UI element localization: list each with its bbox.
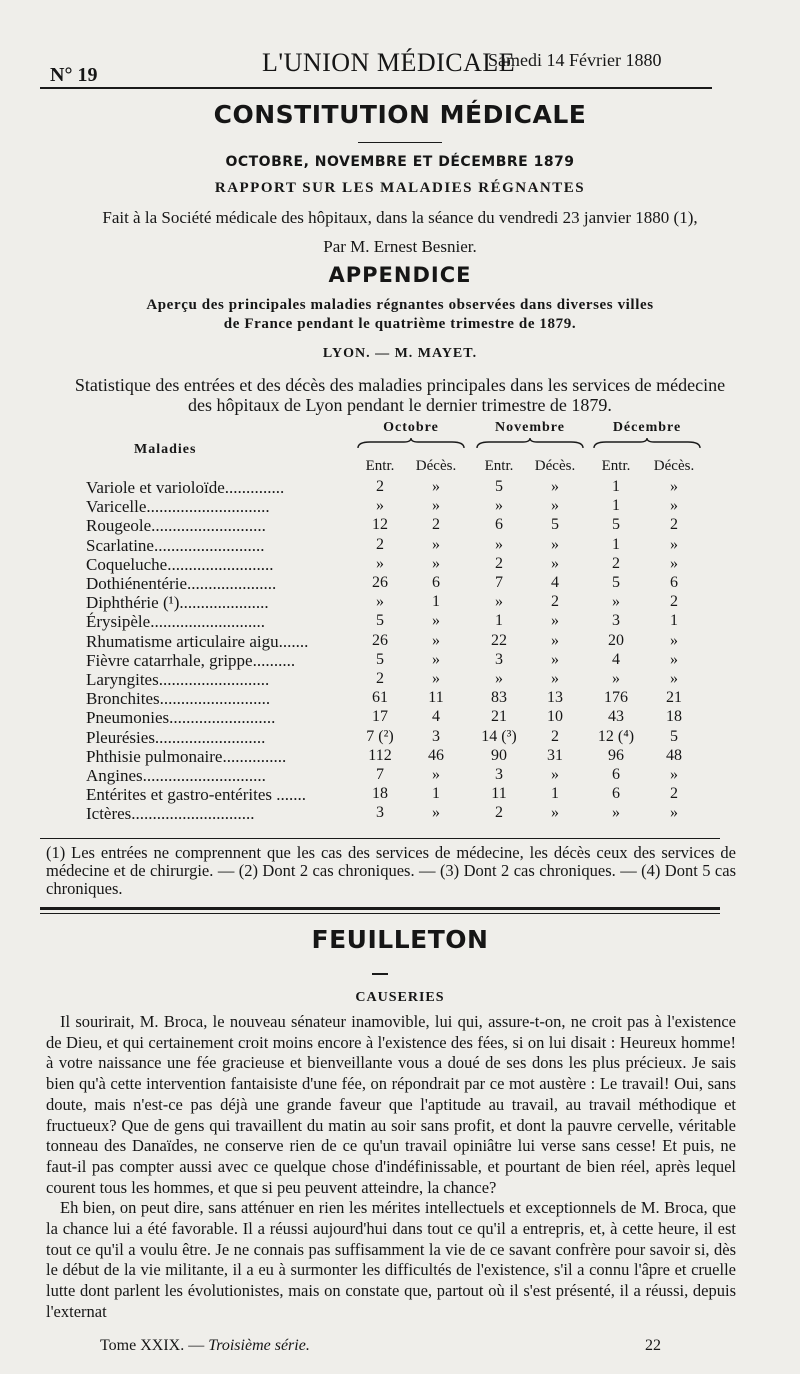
feuilleton-rule-thin	[40, 913, 720, 914]
table-cell: 17	[372, 708, 388, 726]
table-cell: 3	[432, 727, 440, 745]
disease-name: Fièvre catarrhale, grippe..........	[86, 650, 296, 670]
disease-name: Bronchites..........................	[86, 689, 271, 709]
table-cell: 6	[612, 766, 620, 783]
table-cell: 1	[551, 785, 559, 803]
table-row	[0, 708, 800, 727]
table-row	[0, 689, 800, 708]
table-cell: »	[432, 554, 440, 572]
table-cell: 2	[376, 670, 384, 687]
brace-november	[475, 438, 585, 450]
table-cell: »	[551, 766, 559, 783]
table-cell: 11	[428, 689, 444, 707]
table-cell: 21	[491, 708, 507, 726]
table-cell: »	[551, 612, 559, 630]
table-cell: »	[670, 631, 678, 649]
issue-number: N° 19	[50, 64, 98, 86]
disease-name: Varicelle.............................	[86, 497, 270, 517]
table-cell: »	[495, 535, 503, 553]
table-row	[0, 632, 800, 651]
header-rule	[40, 87, 712, 89]
feuilleton-body	[46, 1012, 736, 1323]
city-heading: LYON. — M. MAYET.	[322, 346, 478, 361]
table-cell: 3	[495, 650, 503, 668]
table-row	[0, 785, 800, 804]
table-row	[0, 593, 800, 612]
col-header: Entr.	[484, 458, 514, 474]
appendix-title: APPENDICE	[328, 263, 472, 287]
page-header	[40, 44, 760, 84]
table-cell: 2	[551, 727, 559, 745]
disease-name: Coqueluche.........................	[86, 554, 274, 574]
table-cell: 10	[547, 708, 563, 726]
table-cell: »	[670, 554, 678, 572]
col-header: Décès.	[415, 458, 457, 474]
row-header-label: Maladies	[134, 442, 197, 457]
table-cell: 176	[604, 689, 628, 707]
table-cell: »	[432, 478, 440, 495]
table-cell: 22	[491, 631, 507, 649]
table-cell: 83	[491, 689, 507, 707]
disease-name: Rougeole...........................	[86, 516, 266, 536]
disease-name: Rhumatisme articulaire aigu.......	[86, 631, 309, 651]
disease-name: Variole et varioloïde..............	[86, 478, 285, 497]
table-row	[0, 497, 800, 516]
table-cell: »	[670, 497, 678, 515]
table-cell: »	[551, 478, 559, 495]
table-cell: 7	[376, 766, 384, 783]
disease-name: Dothiénentérie.....................	[86, 574, 277, 593]
table-cell: »	[495, 670, 503, 687]
appendix-subtitle-line2: de France pendant le quatrième trimestre de 1879.	[223, 316, 577, 332]
table-cell: 18	[666, 708, 682, 726]
brace-december	[592, 438, 702, 450]
table-cell: 31	[547, 746, 563, 764]
table-cell: »	[495, 593, 503, 611]
table-cell: »	[432, 612, 440, 630]
table-cell: 2	[376, 478, 384, 495]
table-cell: 14 (³)	[481, 727, 517, 745]
table-cell: 1	[612, 497, 620, 515]
col-header: Décès.	[534, 458, 576, 474]
paragraph: Il sourirait, M. Broca, le nouveau sénateur inamovible, lui qui, assure-t-on, ne croit pas à l'existence de Dieu, et qui certainement croit moins encore à l'existence des fées, si on lui disait : Heureux homme! à votre naissance une fée gracieuse et bienveillante vous a doué de ses dons les plus précieux. Je sais bien qu'à cette intervention fantaisiste d'une fée, on répondrait par ce mot austère : Le travail! Oui, sans doute, mais n'est-ce pas déjà une grande faveur que l'aptitude au travail, au travail méthodique et fructueux? Que de gens qui travaillent du matin au soir sans profit, et dont la pauvre cervelle, véritable tonneau des Danaïdes, ne conserve rien de ce qu'un travail opiniâtre lui verse sans cesse! Et puis, ne faut-il pas compter aussi avec ce quelque chose d'indéfinissable, et pourtant de bien réel, après lequel courent tous les hommes, et que si peu peuvent atteindre, la chance?	[46, 1012, 736, 1197]
table-row	[0, 651, 800, 670]
disease-name: Angines.............................	[86, 766, 266, 785]
month-header-december: Décembre	[612, 420, 682, 435]
table-cell: »	[670, 766, 678, 783]
table-cell: »	[551, 670, 559, 687]
table-footnotes: (1) Les entrées ne comprennent que les cas des services de médecine, les décès ceux des services de médecine et de chirurgie. — (2) Dont 2 cas chroniques. — (3) Dont 2 cas chroniques. — (4) Dont 5 cas chroniques.	[46, 843, 736, 898]
page-number: 22	[645, 1337, 661, 1354]
table-row	[0, 516, 800, 535]
table-cell: »	[432, 631, 440, 649]
table-cell: 2	[432, 516, 440, 534]
table-cell: 1	[612, 478, 620, 495]
table-cell: 1	[612, 535, 620, 553]
table-cell: 5	[376, 612, 384, 630]
table-cell: 6	[670, 574, 678, 591]
table-cell: 7 (²)	[366, 727, 394, 745]
table-cell: 6	[612, 785, 620, 803]
table-cell: 90	[491, 746, 507, 764]
table-cell: »	[551, 650, 559, 668]
table-cell: 18	[372, 785, 388, 803]
table-cell: »	[495, 497, 503, 515]
table-cell: 5	[670, 727, 678, 745]
disease-name: Pleurésies..........................	[86, 727, 266, 747]
disease-name: Scarlatine..........................	[86, 535, 265, 555]
table-row	[0, 612, 800, 631]
section-title: CONSTITUTION MÉDICALE	[213, 100, 587, 129]
table-cell: 4	[551, 574, 559, 591]
table-bottom-rule	[40, 838, 720, 839]
table-cell: »	[432, 670, 440, 687]
table-cell: »	[670, 804, 678, 822]
table-cell: 13	[547, 689, 563, 707]
table-cell: 43	[608, 708, 624, 726]
table-cell: »	[670, 478, 678, 495]
table-cell: »	[376, 554, 384, 572]
table-cell: 20	[608, 631, 624, 649]
table-cell: »	[551, 631, 559, 649]
col-header: Entr.	[365, 458, 395, 474]
table-cell: 1	[495, 612, 503, 630]
footer-series: Troisième série.	[208, 1337, 310, 1354]
table-cell: 2	[495, 804, 503, 822]
table-caption-line1: Statistique des entrées et des décès des maladies principales dans les services de médecine	[74, 375, 726, 395]
table-cell: »	[551, 535, 559, 553]
table-row	[0, 804, 800, 823]
table-cell: 48	[666, 746, 682, 764]
appendix-subtitle-line1: Aperçu des principales maladies régnantes observées dans diverses villes	[146, 297, 654, 313]
table-cell: »	[612, 670, 620, 687]
table-row	[0, 670, 800, 689]
table-cell: »	[432, 766, 440, 783]
disease-name: Entérites et gastro-entérites .......	[86, 785, 306, 805]
table-cell: 2	[612, 554, 620, 572]
report-heading: RAPPORT SUR LES MALADIES RÉGNANTES	[214, 180, 586, 196]
footer-volume	[100, 1337, 310, 1355]
table-cell: 3	[612, 612, 620, 630]
table-cell: 5	[551, 516, 559, 534]
table-cell: 5	[376, 650, 384, 668]
table-cell: »	[432, 804, 440, 822]
table-cell: »	[376, 593, 384, 611]
table-cell: 3	[495, 766, 503, 783]
table-cell: »	[432, 497, 440, 515]
table-cell: »	[670, 670, 678, 687]
table-cell: 26	[372, 631, 388, 649]
feuilleton-rule-thick	[40, 907, 720, 910]
table-cell: »	[376, 497, 384, 515]
table-cell: »	[612, 593, 620, 611]
table-caption-line2: des hôpitaux de Lyon pendant le dernier trimestre de 1879.	[188, 395, 612, 415]
table-cell: 1	[670, 612, 678, 630]
table-cell: 2	[495, 554, 503, 572]
table-row	[0, 478, 800, 497]
table-cell: 2	[670, 785, 678, 803]
disease-name: Diphthérie (¹).....................	[86, 593, 269, 613]
disease-name: Phthisie pulmonaire...............	[86, 746, 287, 766]
table-cell: 3	[376, 804, 384, 822]
table-cell: 61	[372, 689, 388, 707]
brace-october	[356, 438, 466, 450]
report-context: Fait à la Société médicale des hôpitaux, dans la séance du vendredi 23 janvier 1880 (1),	[102, 208, 698, 227]
table-cell: »	[432, 650, 440, 668]
table-cell: »	[670, 535, 678, 553]
disease-name: Ictères.............................	[86, 804, 255, 824]
table-cell: »	[551, 804, 559, 822]
table-cell: 12 (⁴)	[597, 727, 635, 745]
table-cell: 11	[491, 785, 507, 803]
table-cell: 1	[432, 593, 440, 611]
table-row	[0, 728, 800, 747]
month-header-november: Novembre	[495, 420, 565, 435]
table-cell: 4	[612, 650, 620, 668]
report-author: Par M. Ernest Besnier.	[323, 237, 477, 256]
paragraph: Eh bien, on peut dire, sans atténuer en rien les mérites intellectuels et exceptionnels de M. Broca, que la chance lui a été favorable. Il a réussi aujourd'hui dans tout ce qu'il a entrepris, et, à cette heure, il est tout ce qu'il a voulu être. Je ne connais pas suffisamment la vie de ce savant confrère pour savoir si, dès le début de la vie militante, il a eu à surmonter les difficultés de l'existence, s'il a connu l'âpre et cruelle lutte dont parlent les évolutionistes, mais on constate que, partout où il s'est présenté, il a réussi, depuis l'externat	[46, 1198, 736, 1321]
table-cell: »	[612, 804, 620, 822]
table-cell: 5	[612, 574, 620, 591]
table-cell: 26	[372, 574, 388, 591]
title-rule	[358, 142, 442, 143]
table-cell: 112	[368, 746, 392, 764]
table-cell: »	[670, 650, 678, 668]
table-cell: 2	[670, 593, 678, 611]
table-cell: 7	[495, 574, 503, 591]
table-cell: »	[551, 554, 559, 572]
table-cell: 5	[612, 516, 620, 534]
table-cell: 46	[428, 746, 444, 764]
table-cell: 2	[551, 593, 559, 611]
table-cell: 1	[432, 785, 440, 803]
feuilleton-subtitle: CAUSERIES	[355, 990, 445, 1005]
table-row	[0, 766, 800, 785]
table-row	[0, 555, 800, 574]
feuilleton-dash	[372, 973, 388, 975]
table-row	[0, 536, 800, 555]
table-row	[0, 747, 800, 766]
table-cell: 2	[670, 516, 678, 534]
table-cell: 5	[495, 478, 503, 495]
disease-name: Laryngites..........................	[86, 670, 270, 689]
disease-name: Érysipèle...........................	[86, 612, 265, 632]
footer-tome: Tome XXIX. —	[100, 1337, 205, 1354]
month-header-october: Octobre	[383, 420, 439, 435]
disease-name: Pneumonies.........................	[86, 708, 276, 728]
table-cell: 2	[376, 535, 384, 553]
table-cell: 96	[608, 746, 624, 764]
col-header: Décès.	[653, 458, 695, 474]
issue-date: Samedi 14 Février 1880	[488, 50, 662, 70]
table-cell: »	[432, 535, 440, 553]
period-heading: OCTOBRE, NOVEMBRE ET DÉCEMBRE 1879	[225, 154, 575, 170]
table-cell: 12	[372, 516, 388, 534]
feuilleton-title: FEUILLETON	[311, 925, 489, 954]
table-row	[0, 574, 800, 593]
table-cell: 6	[432, 574, 440, 591]
table-cell: »	[551, 497, 559, 515]
table-cell: 6	[495, 516, 503, 534]
table-cell: 21	[666, 689, 682, 707]
table-cell: 4	[432, 708, 440, 726]
col-header: Entr.	[601, 458, 631, 474]
journal-title: L'UNION MÉDICALE	[262, 48, 516, 77]
